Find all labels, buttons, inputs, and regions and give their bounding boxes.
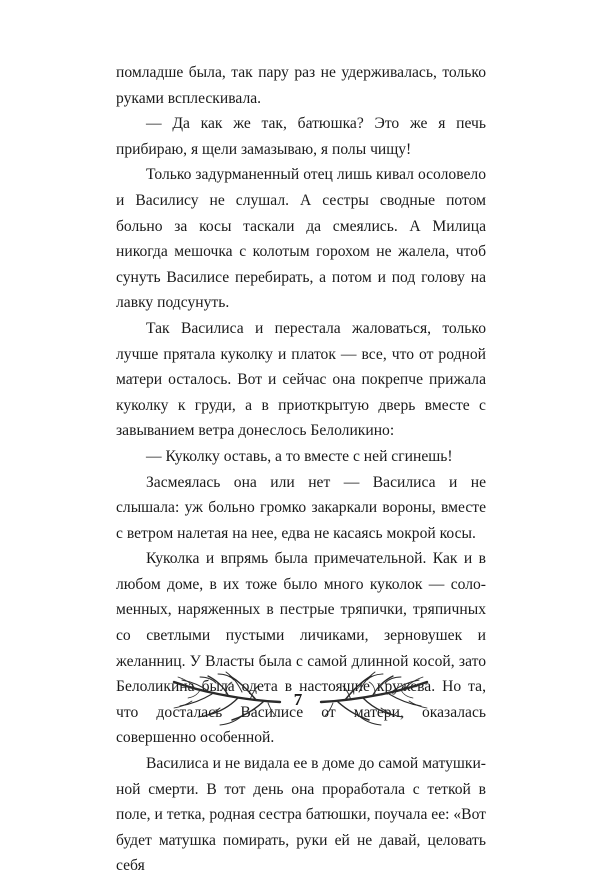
text-line: — Да как же так, батюшка? Это же я печь прибираю, [116, 115, 486, 158]
text-line: с колотым горохом не жалела, чтоб сунуть Василисе [116, 243, 486, 286]
page-footer [0, 668, 600, 728]
paragraph [116, 751, 486, 879]
text-line: Василисе от матери, оказалась совершенно особенной. [116, 703, 486, 747]
branch-ornament-left-icon [168, 668, 283, 728]
text-line: Куколка и впрямь была примечательной. Как [146, 550, 458, 568]
paragraph [116, 60, 486, 111]
text-line: перебирать, а потом и под голову на лавку подсунуть. [116, 268, 486, 312]
paragraph [116, 111, 486, 162]
paragraph [116, 162, 486, 316]
paragraph [116, 444, 486, 470]
paragraph [116, 316, 486, 444]
text-line: светлыми пустыми личиками, зерновушек и желанниц. [116, 627, 487, 670]
page-number: 7 [293, 690, 303, 709]
text-line: я щели замазываю, я полы чищу! [190, 140, 412, 158]
text-line: к груди, а в приоткрытую дверь вместе с завыванием [116, 396, 486, 440]
text-line: ветра донеслось Белоликино: [198, 422, 395, 440]
text-line: менных, наряженных в пестрые тряпички, тряпичных со [116, 601, 486, 645]
text-line: руками всплескивала. [116, 89, 262, 107]
text-line: Василиса и не видала ее в доме до самой матушки- [146, 755, 486, 773]
text-line: косы таскали да смеялись. А Милица никогда мешочка [116, 217, 487, 261]
branch-ornament-right-icon [318, 668, 433, 728]
text-line: матушка помирать, руки ей не давай, целовать себя [116, 831, 486, 875]
text-line: осталось. Вот и сейчас она покрепче прижала куколку [116, 371, 486, 414]
text-line: У Власты была с самой длинной косой, зато Белоликина [116, 652, 486, 696]
text-line: ной смерти. В тот день она проработала с теткой в поле, [116, 780, 486, 824]
text-line: Засмеялась она или нет — Василиса и не слышала: [116, 473, 486, 517]
text-line: была одета в настоящие кружева. Но та, что досталась [116, 678, 486, 721]
text-line: и Василису не слушал. А сестры сводные потом больно за [116, 191, 486, 235]
text-line: помладше была, так пару раз не удерживалась, только [116, 64, 486, 81]
text-line: прятала куколку и платок — все, что от родной матери [116, 345, 486, 389]
text-line: Так Василиса и перестала жаловаться, только лучше [116, 319, 486, 363]
paragraph [116, 470, 486, 547]
text-line: и тетка, родная сестра батюшки, поучала ее: «Вот будет [116, 806, 486, 849]
body-text [116, 60, 486, 879]
text-line: Только задурманенный отец лишь кивал осоловело [146, 166, 486, 184]
text-line: налетая на нее, едва не касаясь мокрой косы. [177, 524, 476, 542]
text-line: уж больно громко закаркали вороны, вместе с ветром [116, 499, 486, 542]
text-line: и в любом доме, в их тоже было много куколок — соло- [116, 550, 486, 593]
text-line: — Куколку оставь, а то вместе с ней сгинешь! [146, 447, 453, 465]
